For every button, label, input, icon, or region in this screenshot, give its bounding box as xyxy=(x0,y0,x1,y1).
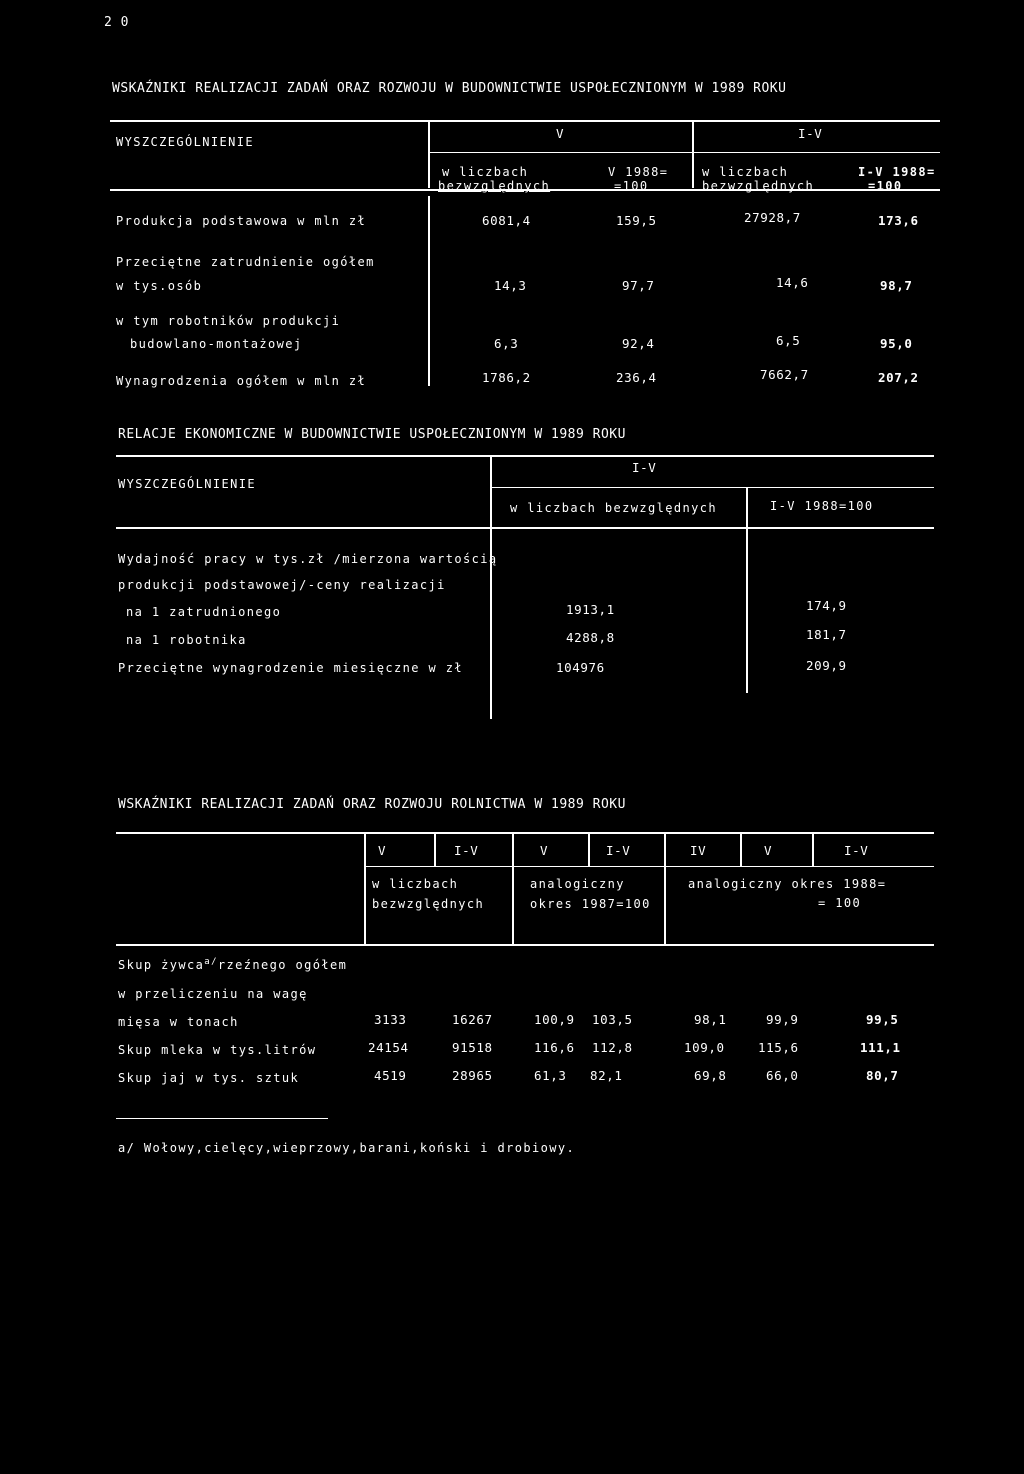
section2-title: RELACJE EKONOMICZNE W BUDOWNICTWIE USPOŁECZNIONYM W 1989 ROKU xyxy=(118,427,626,442)
section3-intro-text: Skup żywca xyxy=(118,958,205,972)
section3-cell: 103,5 xyxy=(592,1012,633,1027)
section3-cell: 66,0 xyxy=(766,1068,799,1083)
section1-group-iv: I-V xyxy=(798,126,823,141)
section3-row-label: mięsa w tonach xyxy=(118,1015,239,1029)
section3-col-head: V xyxy=(378,843,387,858)
section3-vline xyxy=(364,834,366,944)
section3-intro-text: rzeźnego ogółem xyxy=(217,958,348,972)
section2-group: I-V xyxy=(632,460,657,475)
section3-intro xyxy=(118,958,347,971)
section3-abs-header: w liczbach xyxy=(372,877,459,891)
section1-abs2-header: w liczbach xyxy=(702,165,789,179)
section3-vline xyxy=(812,834,814,866)
section3-cell: 112,8 xyxy=(592,1040,633,1055)
section2-cell: 209,9 xyxy=(806,658,847,673)
section1-cell: 27928,7 xyxy=(744,210,801,225)
footnote-marker: a/ xyxy=(204,957,218,967)
section2-intro: produkcji podstawowej/-ceny realizacji xyxy=(118,578,446,592)
section1-iv-index-header: I-V 1988= xyxy=(858,165,936,179)
section3-cell: 4519 xyxy=(374,1068,407,1083)
section2-top-rule xyxy=(116,455,934,457)
footnote: a/ Wołowy,cielęcy,wieprzowy,barani,koński i drobiowy. xyxy=(118,1141,576,1155)
section3-vline xyxy=(434,834,436,866)
section1-v-index-header: =100 xyxy=(614,179,649,193)
section3-col-head: I-V xyxy=(844,843,869,858)
section2-abs-header: w liczbach bezwzględnych xyxy=(510,501,717,515)
footnote-rule xyxy=(116,1118,328,1119)
section1-row-label: Wynagrodzenia ogółem w mln zł xyxy=(116,374,367,388)
section2-vline xyxy=(490,457,492,719)
section2-row-label: na 1 robotnika xyxy=(126,633,247,647)
section2-row-label: na 1 zatrudnionego xyxy=(126,605,282,619)
section1-cell: 1786,2 xyxy=(482,370,531,385)
section1-row-label: budowlano-montażowej xyxy=(130,337,303,351)
section3-col-head: V xyxy=(764,843,773,858)
section2-cell: 4288,8 xyxy=(566,630,615,645)
section2-col-label: WYSZCZEGÓLNIENIE xyxy=(118,477,256,491)
section3-abs-header: bezwzględnych xyxy=(372,897,485,911)
section1-mid-rule xyxy=(430,152,940,153)
section3-cell: 28965 xyxy=(452,1068,493,1083)
section1-title: WSKAŹNIKI REALIZACJI ZADAŃ ORAZ ROZWOJU W BUDOWNICTWIE USPOŁECZNIONYM W 1989 ROKU xyxy=(112,81,787,96)
section1-top-rule xyxy=(110,120,940,122)
section3-analog2-header: = 100 xyxy=(818,896,862,910)
section2-idx-header: I-V 1988=100 xyxy=(770,499,874,513)
section2-cell: 1913,1 xyxy=(566,602,615,617)
section2-cell: 174,9 xyxy=(806,598,847,613)
section3-analog1-header: okres 1987=100 xyxy=(530,897,651,911)
section1-cell: 159,5 xyxy=(616,213,657,228)
section3-col-head: I-V xyxy=(606,843,631,858)
section3-col-head: IV xyxy=(690,843,707,858)
section3-cell: 116,6 xyxy=(534,1040,575,1055)
section1-cell: 6,5 xyxy=(776,333,801,348)
section1-vline xyxy=(692,122,694,188)
section3-vline xyxy=(512,834,514,944)
section1-vline xyxy=(428,122,430,188)
section2-vline xyxy=(746,488,748,693)
section3-intro: w przeliczeniu na wagę xyxy=(118,987,308,1001)
section3-cell: 99,5 xyxy=(866,1012,899,1027)
section3-cell: 91518 xyxy=(452,1040,493,1055)
section2-row-label: Przeciętne wynagrodzenie miesięczne w zł xyxy=(118,661,463,675)
section3-col-head: V xyxy=(540,843,549,858)
section1-cell: 14,3 xyxy=(494,278,527,293)
section1-cell: 236,4 xyxy=(616,370,657,385)
section1-cell: 6081,4 xyxy=(482,213,531,228)
page-number: 2 0 xyxy=(104,15,129,30)
section1-cell: 14,6 xyxy=(776,275,809,290)
section3-row-label: Skup jaj w tys. sztuk xyxy=(118,1071,300,1085)
section3-cell: 3133 xyxy=(374,1012,407,1027)
section1-cell: 207,2 xyxy=(878,370,919,385)
section1-cell: 6,3 xyxy=(494,336,519,351)
section1-vline xyxy=(428,196,430,386)
section3-cell: 69,8 xyxy=(694,1068,727,1083)
section1-abs2-header: bezwzględnych xyxy=(702,179,815,193)
section3-analog1-header: analogiczny xyxy=(530,877,625,891)
section3-cell: 111,1 xyxy=(860,1040,901,1055)
section1-cell: 97,7 xyxy=(622,278,655,293)
section3-cell: 98,1 xyxy=(694,1012,727,1027)
section3-cell: 16267 xyxy=(452,1012,493,1027)
section3-cell: 24154 xyxy=(368,1040,409,1055)
section1-cell: 98,7 xyxy=(880,278,913,293)
section1-row-label: Produkcja podstawowa w mln zł xyxy=(116,214,367,228)
section3-analog2-header: analogiczny okres 1988= xyxy=(688,877,887,891)
section3-cell: 82,1 xyxy=(590,1068,623,1083)
section1-group-v: V xyxy=(556,126,565,141)
section1-abs-header: w liczbach xyxy=(442,165,529,179)
section3-cell: 99,9 xyxy=(766,1012,799,1027)
section3-cell: 100,9 xyxy=(534,1012,575,1027)
section3-vline xyxy=(588,834,590,866)
section1-row-label: Przeciętne zatrudnienie ogółem xyxy=(116,255,375,269)
section3-cell: 115,6 xyxy=(758,1040,799,1055)
section2-header-rule xyxy=(116,527,934,529)
section1-abs-header: bezwzględnych xyxy=(438,179,551,193)
section1-col-label: WYSZCZEGÓLNIENIE xyxy=(116,135,254,149)
section3-vline xyxy=(664,834,666,944)
section1-cell: 95,0 xyxy=(880,336,913,351)
section2-intro: Wydajność pracy w tys.zł /mierzona wartością xyxy=(118,552,498,566)
section1-cell: 92,4 xyxy=(622,336,655,351)
section2-mid-rule xyxy=(492,487,934,488)
section3-mid-rule xyxy=(366,866,934,867)
section1-row-label: w tym robotników produkcji xyxy=(116,314,341,328)
section1-iv-index-header: =100 xyxy=(868,179,903,193)
section2-cell: 104976 xyxy=(556,660,605,675)
section3-vline xyxy=(740,834,742,866)
section1-v-index-header: V 1988= xyxy=(608,165,669,179)
section3-header-rule xyxy=(116,944,934,946)
section1-cell: 173,6 xyxy=(878,213,919,228)
section1-row-label: w tys.osób xyxy=(116,279,203,293)
section3-title: WSKAŹNIKI REALIZACJI ZADAŃ ORAZ ROZWOJU ROLNICTWA W 1989 ROKU xyxy=(118,797,626,812)
section3-cell: 61,3 xyxy=(534,1068,567,1083)
section3-row-label: Skup mleka w tys.litrów xyxy=(118,1043,317,1057)
section3-cell: 80,7 xyxy=(866,1068,899,1083)
section2-cell: 181,7 xyxy=(806,627,847,642)
section3-cell: 109,0 xyxy=(684,1040,725,1055)
section1-cell: 7662,7 xyxy=(760,367,809,382)
section3-col-head: I-V xyxy=(454,843,479,858)
